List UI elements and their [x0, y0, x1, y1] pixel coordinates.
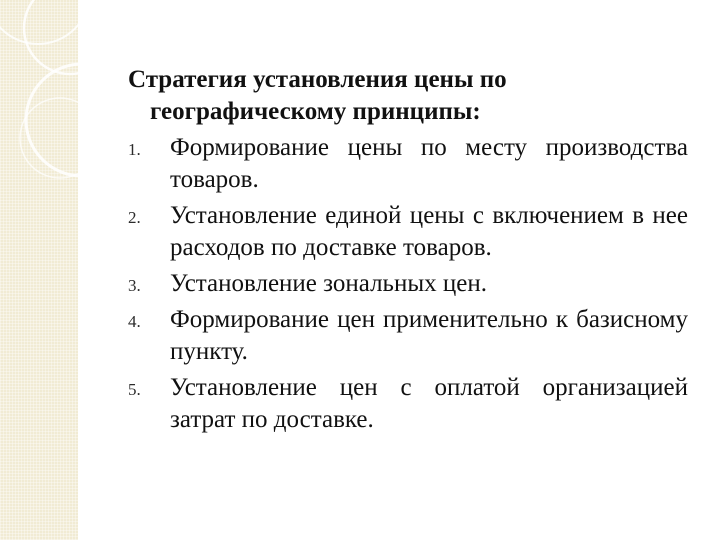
heading-line-1: Стратегия установления цены по [128, 66, 507, 93]
list-item-number: 4. [128, 312, 141, 331]
list-item [128, 372, 688, 436]
list-item-text: Формирование цен применительно к базисному пункту. [170, 306, 688, 365]
list-item [128, 200, 688, 264]
list-item [128, 132, 688, 196]
list-item-text: Установление единой цены с включением в нее расходов по доставке товаров. [170, 202, 688, 261]
list-item [128, 268, 688, 300]
list-item-number: 5. [128, 380, 141, 399]
strategy-list [128, 132, 688, 436]
decorative-circles [0, 0, 140, 200]
list-item-number: 2. [128, 208, 141, 227]
list-item-text: Установление цен с оплатой организацией затрат по доставке. [170, 374, 688, 433]
list-item-text: Установление зональных цен. [170, 270, 487, 297]
list-item-number: 3. [128, 276, 141, 295]
list-item-text: Формирование цены по месту производства товаров. [170, 134, 688, 193]
list-item-number: 1. [128, 140, 141, 159]
slide-heading [128, 64, 688, 128]
slide-content [128, 64, 688, 440]
list-item [128, 304, 688, 368]
heading-line-2: географическому принципы: [150, 98, 481, 125]
